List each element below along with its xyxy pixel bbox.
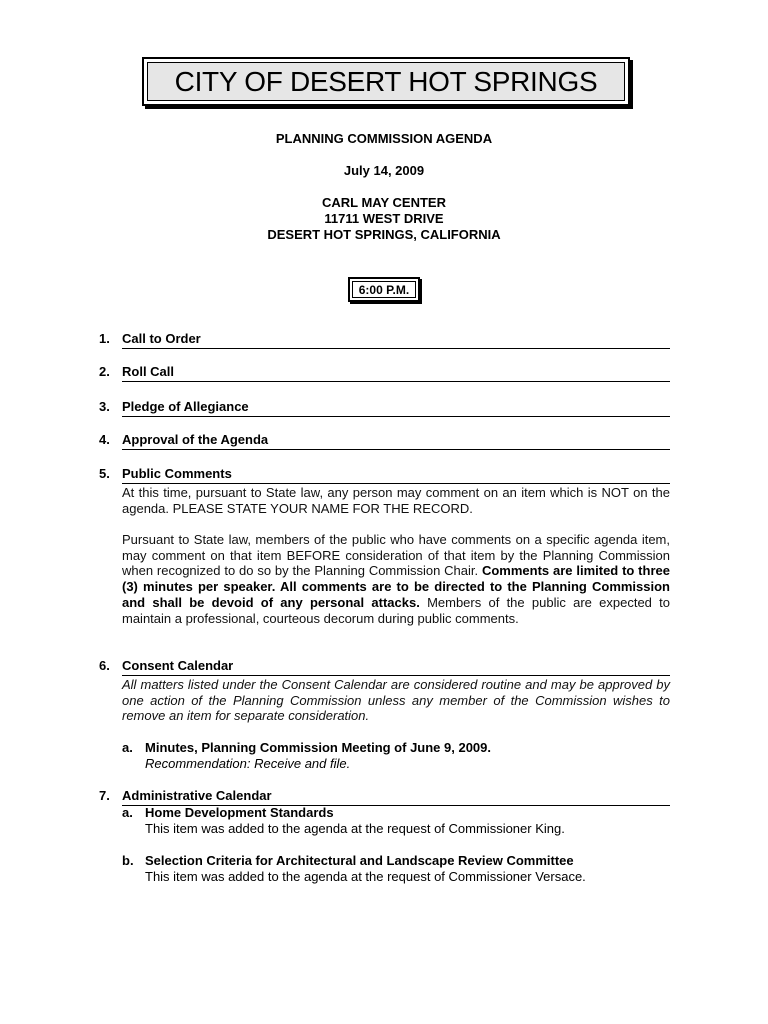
sub-label: a.: [122, 805, 133, 820]
item-title: Approval of the Agenda: [122, 432, 670, 450]
agenda-item-consent-calendar: [99, 658, 670, 676]
item-title: Consent Calendar: [122, 658, 670, 676]
item-title: Public Comments: [122, 466, 670, 484]
venue-city: DESERT HOT SPRINGS, CALIFORNIA: [267, 227, 501, 242]
sub-description: This item was added to the agenda at the request of Commissioner Versace.: [145, 869, 586, 884]
agenda-item-call-to-order: [99, 331, 670, 349]
sub-title: Minutes, Planning Commission Meeting of June 9, 2009.: [145, 740, 492, 755]
agenda-item-roll-call: [99, 364, 670, 382]
city-title-box: [142, 57, 630, 106]
para-2-bold: Comments are limited to three (3) minutes per speaker. All comments are to be directed to the Planning Commission and shall be devoid of any personal attacks.: [122, 563, 670, 610]
meeting-time-box: [348, 277, 420, 302]
item-number: 7.: [99, 788, 110, 803]
sub-description: Recommendation: Receive and file.: [145, 756, 351, 771]
sub-description: This item was added to the agenda at the request of Commissioner King.: [145, 821, 565, 836]
meeting-date: July 14, 2009: [343, 163, 425, 178]
item-number: 6.: [99, 658, 110, 673]
venue-street: 11711 WEST DRIVE: [324, 211, 444, 226]
item-title: Call to Order: [122, 331, 670, 349]
agenda-item-administrative-calendar: [99, 788, 670, 806]
public-comments-para-1: At this time, pursuant to State law, any person may comment on an item which is NOT on the agenda. PLEASE STATE YOUR NAME FOR THE RECORD.: [122, 485, 670, 516]
consent-item-a: [122, 740, 670, 772]
agenda-item-approval: [99, 432, 670, 450]
city-title: CITY OF DESERT HOT SPRINGS: [147, 62, 625, 101]
consent-description: All matters listed under the Consent Calendar are considered routine and may be approved by one action of the Planning Commission unless any member of the Commission wishes to remove an item for separate consideration.: [122, 677, 670, 724]
para-2-end: Members of the public are expected to maintain a professional, courteous decorum during public comments.: [122, 594, 670, 626]
meeting-time: 6:00 P.M.: [352, 281, 416, 298]
sub-title: Selection Criteria for Architectural and Landscape Review Committee: [145, 853, 574, 868]
agenda-title: PLANNING COMMISSION AGENDA: [275, 131, 493, 146]
agenda-item-pledge: [99, 399, 670, 417]
admin-item-a: [122, 805, 670, 837]
item-number: 4.: [99, 432, 110, 447]
sub-label: a.: [122, 740, 133, 755]
para-2-start: Pursuant to State law, members of the public who have comments on a specific agenda item, may comment on that item BEFORE consideration of that item by the Planning Commission when recognized to do so by the Planning Commission Chair.: [122, 532, 670, 579]
item-number: 3.: [99, 399, 110, 414]
public-comments-para-2: [122, 532, 670, 626]
item-title: Roll Call: [122, 364, 670, 382]
agenda-item-public-comments: [99, 466, 670, 484]
item-number: 2.: [99, 364, 110, 379]
venue-name: CARL MAY CENTER: [321, 195, 446, 210]
item-number: 5.: [99, 466, 110, 481]
sub-label: b.: [122, 853, 134, 868]
admin-item-b: [122, 853, 670, 885]
sub-title: Home Development Standards: [145, 805, 334, 820]
item-title: Pledge of Allegiance: [122, 399, 670, 417]
item-number: 1.: [99, 331, 110, 346]
item-title: Administrative Calendar: [122, 788, 670, 806]
